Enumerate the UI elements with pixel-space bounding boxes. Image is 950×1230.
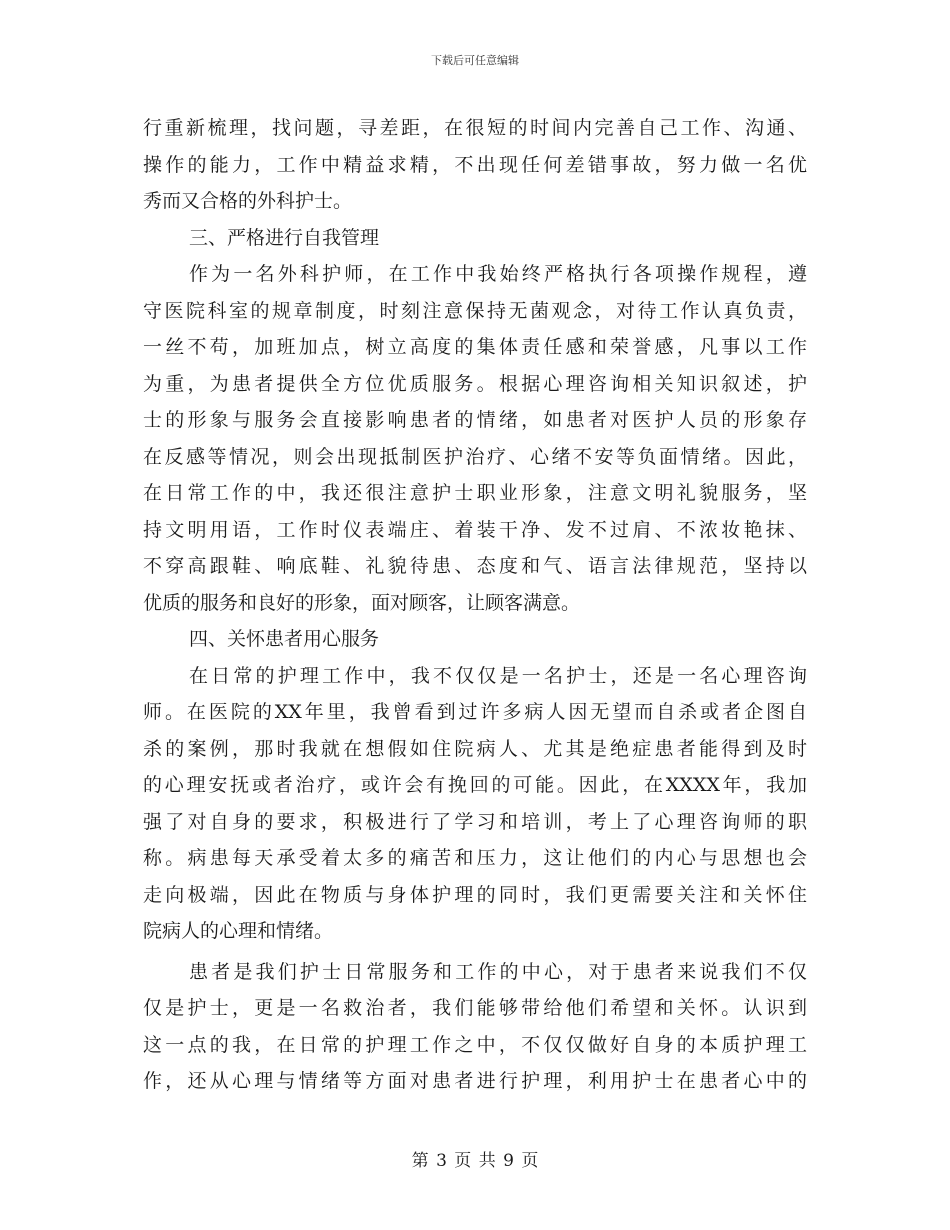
text-line: 行重新梳理，找问题，寻差距，在很短的时间内完善自己工作、沟通、 (143, 117, 807, 139)
document-body (143, 110, 807, 1100)
text-line: 秀而又合格的外科护士。 (143, 190, 353, 212)
text-line: 士的形象与服务会直接影响患者的情绪，如患者对医护人员的形象存 (143, 409, 807, 431)
page-footer: 第 3 页 共 9 页 (411, 1151, 539, 1171)
text-line: 作为一名外科护师，在工作中我始终严格执行各项操作规程，遵 (189, 263, 807, 285)
text-line: 在日常的护理工作中，我不仅仅是一名护士，还是一名心理咨询 (189, 664, 807, 687)
text-line: 这一点的我，在日常的护理工作之中，不仅仅做好自身的本质护理工 (143, 1033, 807, 1056)
text-line: 守医院科室的规章制度，时刻注意保持无菌观念，对待工作认真负责， (143, 299, 807, 322)
text-line: 杀的案例，那时我就在想假如住院病人、尤其是绝症患者能得到及时 (143, 737, 807, 760)
text-line: 不穿高跟鞋、响底鞋、礼貌待患、态度和气、语言法律规范，坚持以 (143, 555, 807, 577)
text-line: 院病人的心理和情绪。 (143, 920, 334, 942)
text-line: 的心理安抚或者治疗，或许会有挽回的可能。因此，在XXXX年，我加 (143, 774, 807, 796)
text-line: 操作的能力，工作中精益求精，不出现任何差错事故，努力做一名优 (143, 153, 807, 176)
text-line: 患者是我们护士日常服务和工作的中心，对于患者来说我们不仅 (189, 960, 807, 983)
text-line: 称。病患每天承受着太多的痛苦和压力，这让他们的内心与思想也会 (143, 847, 807, 869)
text-line: 师。在医院的XX年里，我曾看到过许多病人因无望而自杀或者企图自 (143, 701, 807, 723)
section-heading: 三、严格进行自我管理 (189, 226, 380, 249)
section-heading: 四、关怀患者用心服务 (189, 628, 380, 650)
text-line: 优质的服务和良好的形象，面对顾客，让顾客满意。 (143, 591, 581, 614)
text-line: 一丝不苟，加班加点，树立高度的集体责任感和荣誉感，凡事以工作 (143, 336, 807, 358)
text-line: 为重，为患者提供全方位优质服务。根据心理咨询相关知识叙述，护 (143, 372, 807, 395)
text-line: 在日常工作的中，我还很注意护士职业形象，注意文明礼貌服务，坚 (143, 482, 807, 504)
text-line: 仅是护士，更是一名救治者，我们能够带给他们希望和关怀。认识到 (143, 997, 807, 1019)
text-line: 强了对自身的要求，积极进行了学习和培训，考上了心理咨询师的职 (143, 810, 807, 833)
text-line: 在反感等情况，则会出现抵制医护治疗、心绪不安等负面情绪。因此， (143, 445, 807, 468)
text-line: 持文明用语，工作时仪表端庄、着装干净、发不过肩、不浓妆艳抹、 (143, 518, 807, 541)
text-line: 走向极端，因此在物质与身体护理的同时，我们更需要关注和关怀住 (143, 883, 807, 906)
text-line: 作，还从心理与情绪等方面对患者进行护理，利用护士在患者心中的 (143, 1070, 807, 1092)
page-header: 下载后可任意编辑 (431, 54, 519, 67)
